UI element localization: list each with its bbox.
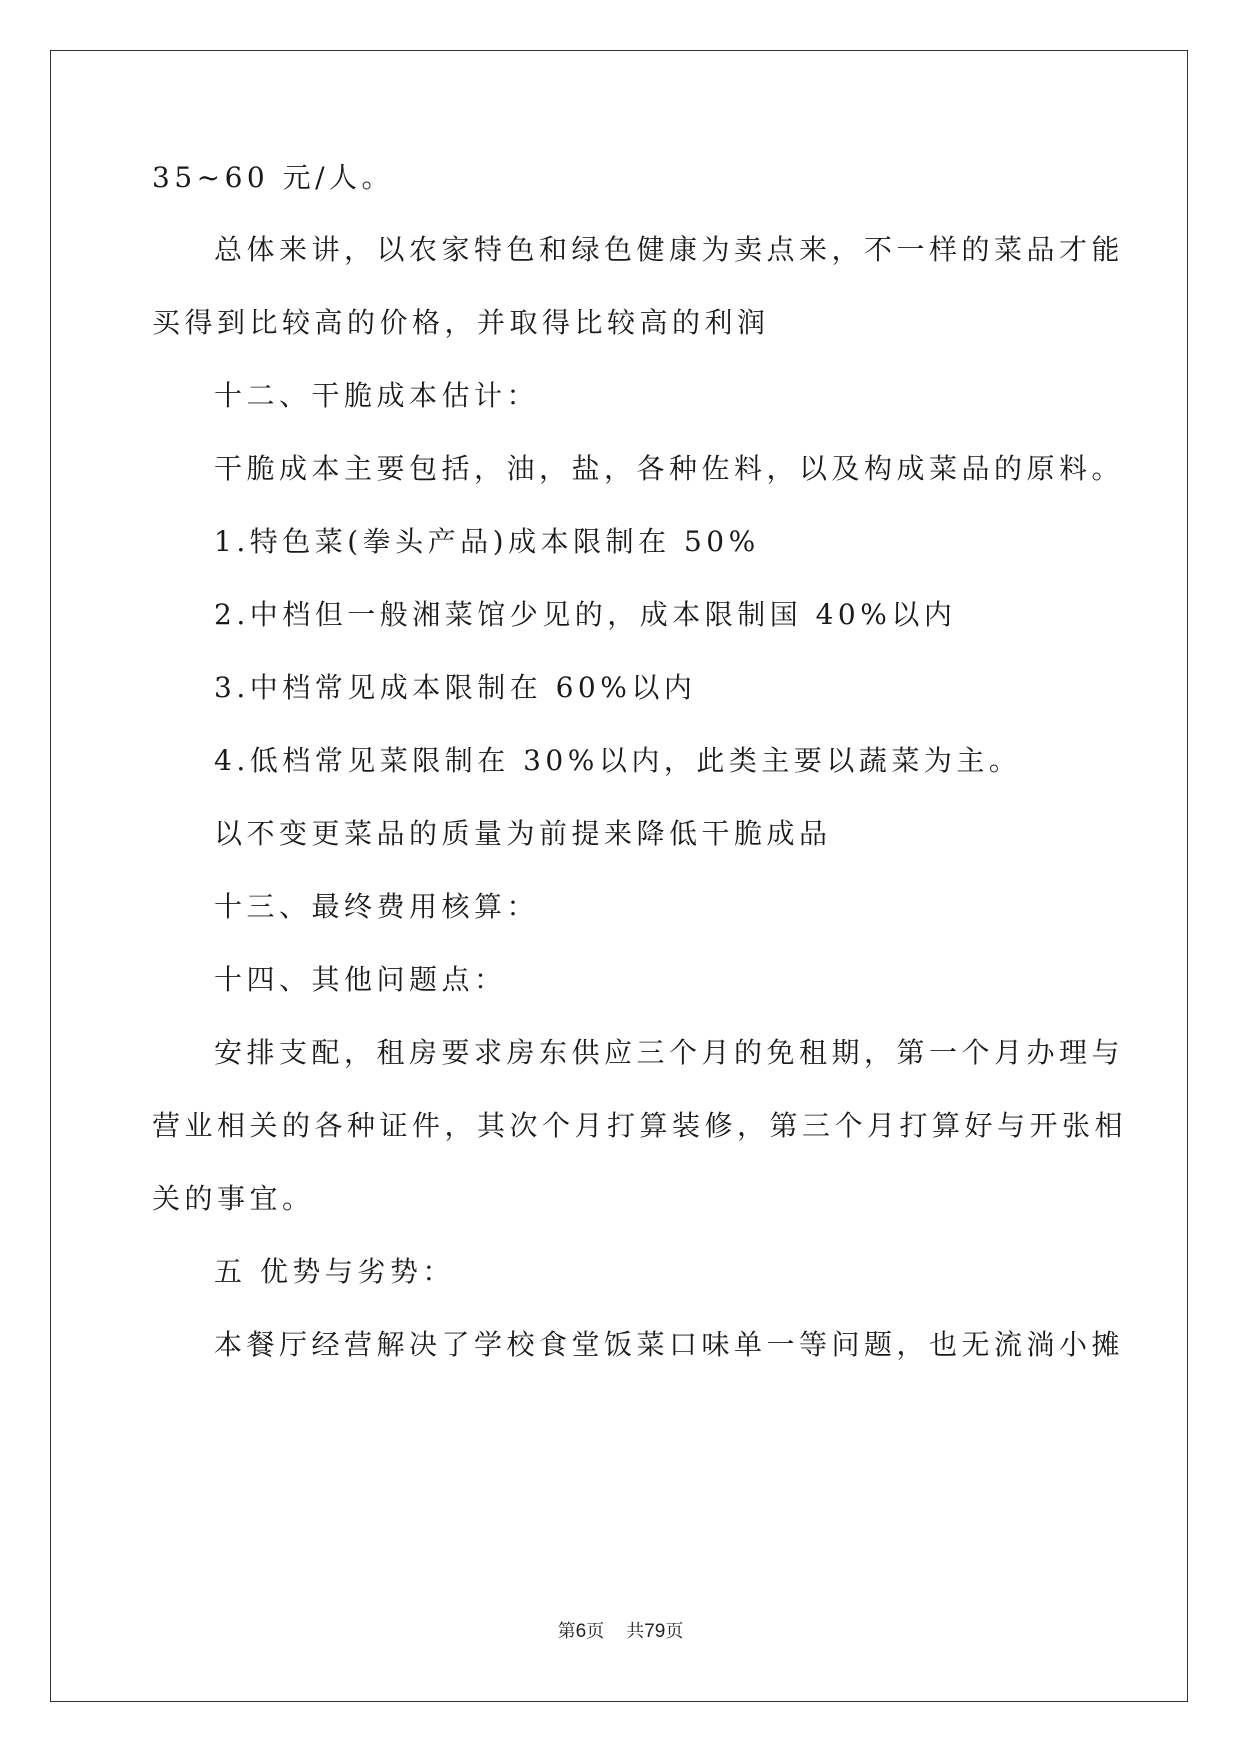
list-item-1: 1.特色菜(拳头产品)成本限制在 50% [214,525,760,558]
list-item-3: 3.中档常见成本限制在 60%以内 [214,671,697,704]
text-line-5: 干脆成本主要包括，油，盐，各种佐料，以及构成菜品的原料。 [214,452,1125,485]
list-item-4: 4.低档常见菜限制在 30%以内，此类主要以蔬菜为主。 [214,744,1022,777]
page-suffix: 页 [586,1621,605,1642]
text-line-10: 以不变更菜品的质量为前提来降低干脆成品 [214,817,832,850]
page-number: 6 [575,1621,587,1642]
text-line-13: 安排支配，租房要求房东供应三个月的免租期，第一个月办理与 [214,1036,1125,1069]
section-heading-12: 十二、干脆成本估计： [214,379,540,412]
section-heading-14: 十四、其他问题点： [214,963,507,996]
list-item-2: 2.中档但一般湘菜馆少见的，成本限制国 40%以内 [214,598,957,631]
total-suffix: 页 [665,1621,684,1642]
page-prefix: 第 [557,1621,576,1642]
text-line-15: 关的事宜。 [152,1182,315,1215]
page-footer [0,1620,1241,1644]
text-line-1: 35~60 元/人。 [152,161,395,194]
total-pages: 79 [644,1621,666,1642]
section-heading-13: 十三、最终费用核算： [214,890,540,923]
text-line-2: 总体来讲，以农家特色和绿色健康为卖点来，不一样的菜品才能 [214,233,1125,266]
text-line-17: 本餐厅经营解决了学校食堂饭菜口味单一等问题，也无流淌小摊 [214,1328,1125,1361]
page-border [50,50,1188,1702]
total-prefix: 共 [626,1621,645,1642]
text-line-14: 营业相关的各种证件，其次个月打算装修，第三个月打算好与开张相 [152,1109,1128,1142]
section-heading-5: 五 优势与劣势： [214,1255,455,1288]
text-line-3: 买得到比较高的价格，并取得比较高的利润 [152,306,770,339]
